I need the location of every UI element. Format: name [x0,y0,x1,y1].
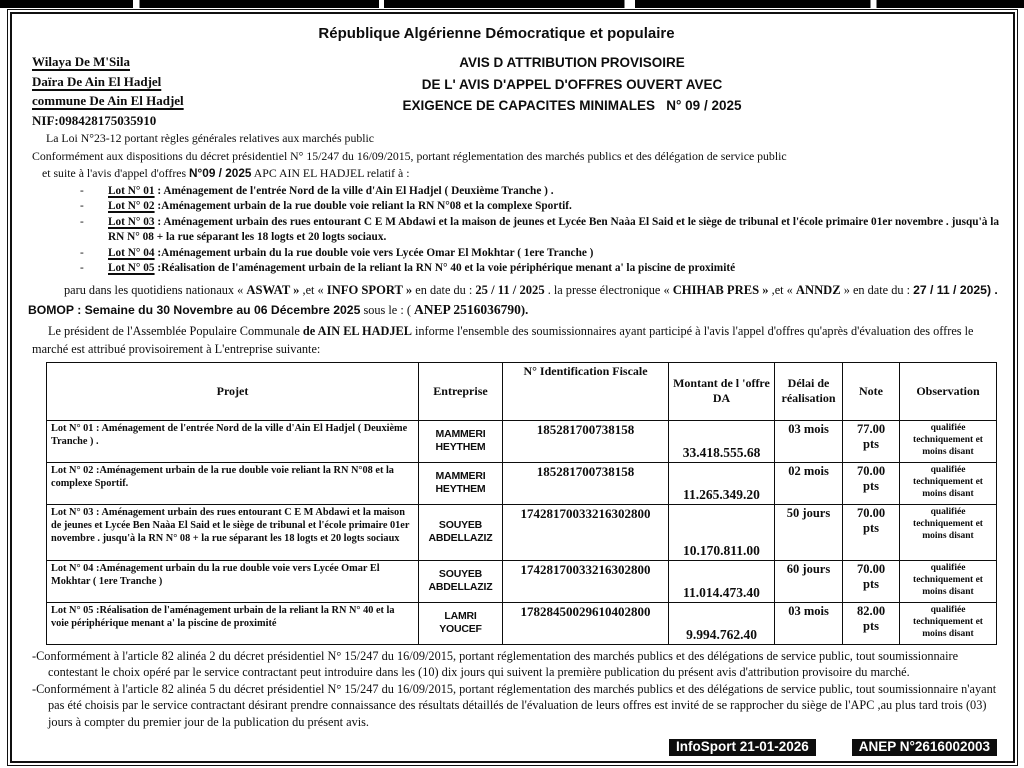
cell-montant: 9.994.762.40 [669,602,775,644]
commune-line: commune De Ain El Hadjel [32,93,184,108]
table-row-lot-04 [47,560,997,602]
cell-montant: 11.265.349.20 [669,462,775,504]
note-unit: pts [863,618,879,633]
pub-run-10: » en date du : [840,282,914,297]
pub-run-14: ). [520,302,529,317]
cell-observation: qualifiée techniquement et moins disant [900,602,997,644]
lot-04-label: Lot N° 04 [108,246,155,259]
article-82-al5-paragraph: -Conformément à l'article 82 alinéa 5 du décret présidentiel N° 15/247 du 16/09/2015, portant réglementation des marchés publics et des délégations de service public, tout soumissionnaire n'ayant pas été choisis par le service contractant désirant prendre connaissance des résultats détaillés de l'évaluation de leurs offres est invité de se rapprocher du siège de l'APC ,au plus tard trois (03) jours à compter du premier jour de la publication du présent avis. [32,681,997,729]
follow-pre: et suite à l'avis d'appel d'offres [42,166,190,180]
cell-note [843,462,900,504]
col-header-montant: Montant de l 'offre DA [669,362,775,420]
col-header-delai: Délai de réalisation [775,362,843,420]
lot-item-03 [78,215,1001,246]
cell-projet: Lot N° 05 :Réalisation de l'aménagement urbain de la reliant la RN N° 40 et la voie périphérique menant a' la piscine de proximité [47,602,419,644]
president-pre: Le président de l'Assemblée Populaire Communale [48,323,303,338]
lot-02-label: Lot N° 02 [108,200,155,212]
cell-entreprise: MAMMERI HEYTHEM [419,462,503,504]
wilaya-line: Wilaya De M'Sila [32,54,130,69]
lot-item-04 [78,246,1001,262]
follow-line [32,165,1001,183]
cell-entreprise: LAMRI YOUCEF [419,602,503,644]
cell-nif: 17828450029610402800 [503,602,669,644]
document-outer-frame [7,9,1018,766]
decree-line: Conformément aux dispositions du décret présidentiel N° 15/247 du 16/09/2015, portant réglementation des marchés publics et des délégation de service public [32,148,787,163]
cell-entreprise: SOUYEB ABDELLAZIZ [419,560,503,602]
pub-run-8: ,et « [768,282,796,297]
lot-03-label: Lot N° 03 [108,215,155,228]
cell-projet: Lot N° 03 : Aménagement urbain des rues entourant C E M Abdawi et la maison de jeunes et Lycée Ben Naàa El Said et le siège de tribunal et l'école primaire 01er novembre . jusqu'à la RN N° 08 + la rue séparant les 18 logts et 20 logts sociaux [47,504,419,560]
anep-publication-number: ANEP 2516036790 [414,301,521,317]
cell-projet: Lot N° 01 : Aménagement de l'entrée Nord de la ville d'Ain El Hadjel ( Deuxième Tranche ) . [47,420,419,462]
cell-delai: 03 mois [775,602,843,644]
cell-projet: Lot N° 02 :Aménagement urbain de la rue double voie reliant la RN N°08 et la complexe Sportif. [47,462,419,504]
lot-04-text: :Aménagement urbain du la rue double voie vers Lycée Omar El Mokhtar ( 1ere Tranche ) [154,246,594,259]
award-table [46,362,997,645]
cell-montant: 10.170.811.00 [669,504,775,560]
pub-run-12: sous le : ( [360,302,414,317]
notice-line-3: EXIGENCE DE CAPACITES MINIMALES N° 09 / 2025 [402,98,742,113]
anep-number-badge: ANEP N°2616002003 [852,739,997,756]
cell-delai: 02 mois [775,462,843,504]
table-row-lot-02 [47,462,997,504]
lot-item-01 [78,184,1001,200]
pub-date-1: 25 / 11 / 2025 [475,282,545,297]
lot-item-02 [78,199,1001,215]
law-line: La Loi N°23-12 portant règles générales relatives aux marchés public [46,131,375,145]
cell-observation: qualifiée techniquement et moins disant [900,420,997,462]
note-value: 70.00 [856,561,886,576]
cell-projet: Lot N° 04 :Aménagement urbain du la rue double voie vers Lycée Omar El Mokhtar ( 1ere Tranche ) [47,560,419,602]
cell-delai: 03 mois [775,420,843,462]
lot-01-text: : Aménagement de l'entrée Nord de la ville d'Ain El Hadjel ( Deuxième Tranche ) . [154,184,554,197]
offer-number: N°09 / 2025 [189,166,252,180]
col-header-note: Note [843,362,900,420]
pub-run-0: paru dans les quotidiens nationaux « [64,282,247,297]
cell-entreprise: SOUYEB ABDELLAZIZ [419,504,503,560]
newspaper-infosport: INFO SPORT » [326,282,413,297]
lot-01-label: Lot N° 01 [108,184,155,197]
cell-entreprise: MAMMERI HEYTHEM [419,420,503,462]
cell-nif: 185281700738158 [503,420,669,462]
note-unit: pts [863,576,879,591]
cell-observation: qualifiée techniquement et moins disant [900,504,997,560]
cell-observation: qualifiée techniquement et moins disant [900,560,997,602]
col-header-projet: Projet [47,362,419,420]
follow-apc: APC AIN EL HADJEL [251,166,364,180]
cell-montant: 11.014.473.40 [669,560,775,602]
newspaper-aswat: ASWAT » [246,282,300,297]
footer-badges [669,739,997,756]
note-unit: pts [863,436,879,451]
cell-delai: 60 jours [775,560,843,602]
notice-line-2: DE L' AVIS D'APPEL D'OFFRES OUVERT AVEC [421,76,723,92]
cell-observation: qualifiée techniquement et moins disant [900,462,997,504]
col-header-nif: N° Identification Fiscale [503,362,669,420]
pub-run-4: en date du : [412,282,476,297]
col-header-entreprise: Entreprise [419,362,503,420]
col-header-observation: Observation [900,362,997,420]
nif-line: NIF:098428175035910 [32,112,157,128]
document-content [12,14,1013,761]
cell-delai: 50 jours [775,504,843,560]
notice-line-1: AVIS D ATTRIBUTION PROVISOIRE [459,55,685,70]
note-unit: pts [863,478,879,493]
epress-anndz: ANNDZ [795,282,841,297]
daira-line: Daïra De Ain El Hadjel [32,73,162,89]
document-inner-frame [10,12,1015,763]
cell-note [843,560,900,602]
intro-paragraphs [32,130,1001,183]
lot-item-05 [78,261,1001,277]
article-82-al2-paragraph: -Conformément à l'article 82 alinéa 2 du décret présidentiel N° 15/247 du 16/09/2015, portant réglementation des marchés publics et des délégations de service public, tout soumissionnaire contestant le choix opéré par le service contractant peut introduire dans les (10) dix jours qui suivent la première publication du présent avis d'attribution provisoire du marché. [32,648,959,679]
cell-nif: 17428170033216302800 [503,560,669,602]
lot-03-text: : Aménagement urbain des rues entourant C E M Abdawi et la maison de jeunes et Lycée Ben Naàa El Said et le siège de tribunal et l'école primaire 01er novembre . jusqu'à la RN N° 08 + la rue séparant les 18 logts et 20 logts sociaux. [108,215,999,243]
follow-post: relatif à : [363,166,410,180]
legal-footer [32,648,1001,731]
infosport-date-badge: InfoSport 21-01-2026 [669,739,816,756]
epress-chihab: CHIHAB PRES » [672,282,769,297]
publication-paragraph [28,281,1001,320]
note-value: 70.00 [856,463,886,478]
lot-05-label: Lot N° 05 [108,262,155,274]
notice-heading [332,52,812,130]
lot-02-text: :Aménagement urbain de la rue double voie reliant la RN N°08 et la complexe Sportif. [154,200,572,212]
table-row-lot-01 [47,420,997,462]
lot-05-text: :Réalisation de l'aménagement urbain de la reliant la RN N° 40 et la voie périphérique menant a' la piscine de proximité [154,262,736,274]
scan-edge-artifact-top [0,0,1024,8]
president-paragraph [32,322,1001,358]
table-row-lot-03 [47,504,997,560]
cell-montant: 33.418.555.68 [669,420,775,462]
note-value: 77.00 [856,421,886,436]
pub-run-6: . la presse électronique « [544,282,673,297]
note-value: 82.00 [856,603,886,618]
pub-run-2: ,et « [299,282,327,297]
table-header-row [47,362,997,420]
president-post: informe l'ensemble des soumissionnaires ayant participé à l'avis l'appel d'offres qu'après d'évaluation des offres le marché est attribué provisoirement à L'entreprise suivante: [32,323,974,356]
republic-title: République Algérienne Démocratique et populaire [318,25,675,42]
cell-note [843,420,900,462]
note-value: 70.00 [856,505,886,520]
president-commune: de AIN EL HADJEL [302,323,412,338]
cell-note [843,504,900,560]
lot-list [78,184,1001,277]
issuer-block [32,52,332,130]
cell-nif: 185281700738158 [503,462,669,504]
note-unit: pts [863,520,879,535]
header-row [32,52,1001,130]
cell-note [843,602,900,644]
table-row-lot-05 [47,602,997,644]
cell-nif: 17428170033216302800 [503,504,669,560]
bomop-line: 27 / 11 / 2025) . BOMOP : Semaine du 30 Novembre au 06 Décembre 2025 [28,282,998,317]
